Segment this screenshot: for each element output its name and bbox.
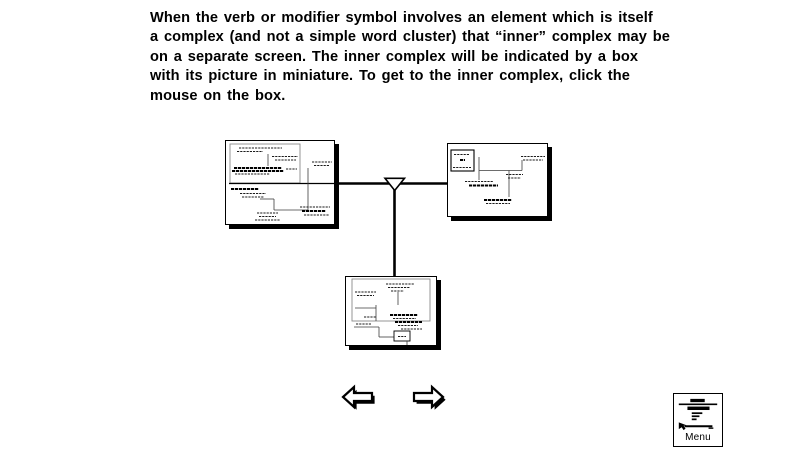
back-arrow-button[interactable] bbox=[341, 384, 378, 414]
miniature-panel bbox=[230, 144, 300, 183]
forward-arrow-button[interactable] bbox=[409, 384, 446, 414]
menu-button-label: Menu bbox=[685, 432, 711, 443]
instruction-line: mouse on the box. bbox=[150, 87, 286, 104]
left-complex-miniature bbox=[226, 141, 334, 224]
bottom-complex-miniature bbox=[346, 277, 436, 345]
left-complex-box[interactable] bbox=[225, 140, 335, 225]
right-complex-miniature bbox=[448, 144, 547, 216]
down-triangle-verb-symbol bbox=[385, 178, 405, 190]
instruction-line: with its picture in miniature. To get to the inner complex, click the bbox=[150, 68, 630, 85]
instruction-line: When the verb or modifier symbol involves an element which is itself bbox=[150, 10, 653, 26]
forward-arrow-icon bbox=[409, 384, 446, 414]
bottom-complex-box[interactable] bbox=[345, 276, 437, 346]
instruction-text bbox=[150, 9, 670, 106]
back-arrow-icon bbox=[341, 384, 378, 414]
instruction-line: a complex (and not a simple word cluster) that “inner” complex may be bbox=[150, 29, 670, 46]
right-complex-box[interactable] bbox=[447, 143, 548, 217]
menu-button[interactable] bbox=[673, 393, 723, 447]
instruction-line: on a separate screen. The inner complex will be indicated by a box bbox=[150, 48, 639, 65]
